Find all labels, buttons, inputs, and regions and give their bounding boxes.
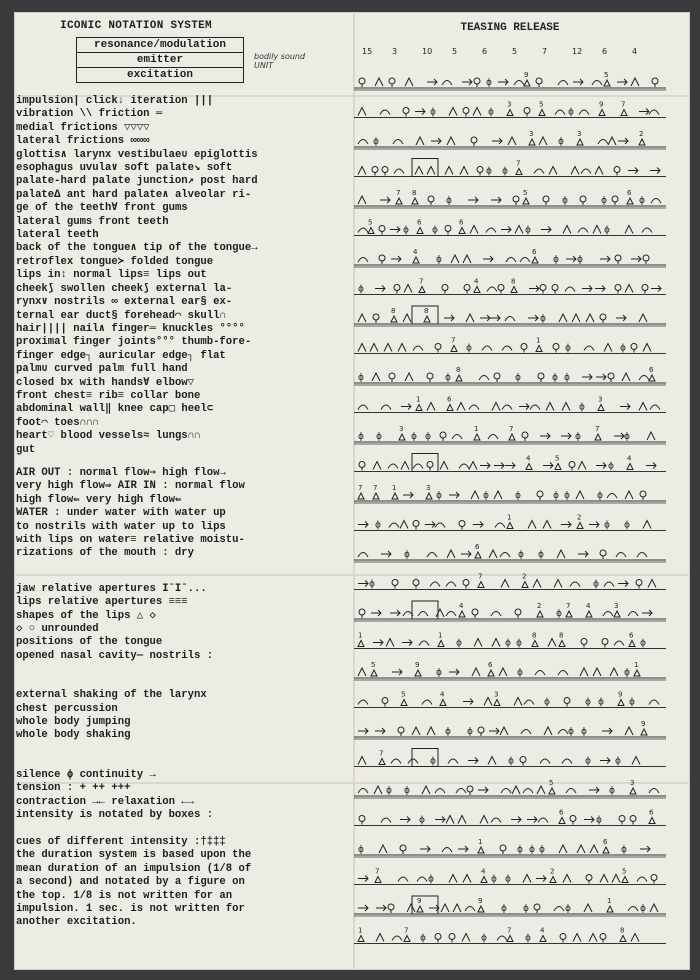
svg-text:ϕ: ϕ (624, 668, 630, 678)
emitter-line: vibration \\ friction ═ (16, 108, 163, 121)
svg-text:ϕ: ϕ (577, 255, 583, 265)
svg-text:ϕ: ϕ (403, 225, 409, 236)
svg-text:3: 3 (399, 425, 404, 433)
svg-text:8: 8 (424, 307, 429, 315)
shaking-list (16, 689, 316, 743)
svg-text:ϕ: ϕ (581, 727, 587, 737)
modulation-line: jaw relative apertures IˉIˉ... (16, 582, 207, 595)
svg-text:ϕ: ϕ (404, 550, 410, 560)
svg-text:4: 4 (526, 454, 531, 463)
svg-text:ϕ: ϕ (466, 343, 472, 354)
svg-text:ϕ: ϕ (596, 815, 602, 826)
box-resonance: resonance/modulation (76, 37, 244, 53)
score-row (354, 130, 666, 149)
svg-text:ϕ: ϕ (579, 402, 585, 413)
svg-text:ϕ: ϕ (445, 727, 451, 737)
svg-text:ϕ: ϕ (432, 225, 438, 236)
svg-text:ϕ: ϕ (517, 668, 523, 678)
score-row (354, 484, 666, 503)
score-row (354, 543, 666, 562)
svg-text:ϕ: ϕ (515, 491, 521, 501)
emitter-line: impulsion| click↓ iteration ||| (16, 95, 214, 107)
duration-number: 12 (572, 47, 583, 56)
svg-text:ϕ: ϕ (639, 196, 645, 206)
emitter-line: lips in↕ normal lips≡ lips out (16, 269, 207, 282)
emitter-line: foot⌒ toes∩∩∩ (16, 416, 99, 429)
svg-text:ϕ: ϕ (518, 550, 524, 560)
svg-text:4: 4 (481, 867, 486, 876)
svg-text:7: 7 (509, 425, 514, 433)
svg-text:7: 7 (621, 100, 626, 109)
svg-text:8: 8 (620, 926, 625, 935)
emitter-line: lateral frictions ∞∞∞ (16, 135, 150, 148)
svg-text:3: 3 (426, 484, 431, 492)
emitter-line: finger edge┐ auricular edge┐ flat (16, 349, 226, 362)
svg-text:8: 8 (511, 277, 516, 286)
system-line: tension : + ++ +++ (16, 782, 131, 795)
box-emitter: emitter (76, 52, 244, 68)
svg-text:8: 8 (559, 631, 564, 640)
svg-text:ϕ: ϕ (585, 697, 591, 708)
svg-text:3: 3 (630, 779, 635, 787)
svg-text:1: 1 (358, 926, 363, 935)
emitter-line: back of the tongue∧ tip of the tongue→ (16, 242, 258, 255)
score-row (354, 71, 666, 90)
score-row (354, 366, 666, 385)
notation-key-column (16, 20, 316, 930)
emitter-line: closed bx with hands∀ elbow▽ (16, 376, 195, 389)
score-row (354, 720, 666, 739)
svg-text:3: 3 (598, 395, 603, 404)
svg-text:ϕ: ϕ (562, 196, 568, 206)
svg-text:6: 6 (629, 631, 634, 640)
svg-text:ϕ: ϕ (488, 107, 494, 118)
score-row (354, 632, 666, 649)
svg-text:6: 6 (559, 808, 564, 817)
modulation-line: shapes of the lips △ ◇ (16, 609, 156, 622)
svg-text:8: 8 (532, 631, 537, 640)
duration-number: 5 (512, 47, 518, 56)
score-row (354, 573, 666, 590)
emitter-line: medial frictions ▽▽▽▽ (16, 121, 150, 134)
shaking-line: whole body shaking (16, 729, 131, 742)
emitter-line: lateral teeth (16, 229, 99, 242)
svg-text:5: 5 (539, 100, 544, 109)
emitter-line: heart♡ blood vessels≈ lungs∩∩ (16, 430, 201, 443)
svg-text:ϕ: ϕ (640, 638, 646, 649)
svg-text:9: 9 (599, 100, 604, 109)
svg-text:ϕ: ϕ (558, 137, 564, 147)
svg-text:ϕ: ϕ (624, 520, 630, 531)
handwritten-note: bodily sound UNIT (254, 52, 306, 70)
score-row (354, 189, 666, 208)
box-excitation: excitation (76, 67, 244, 83)
svg-text:ϕ: ϕ (483, 491, 489, 501)
svg-text:ϕ: ϕ (428, 874, 434, 885)
score-row (354, 896, 666, 916)
score-row (354, 278, 666, 295)
svg-text:4: 4 (586, 602, 591, 610)
svg-text:ϕ: ϕ (430, 756, 436, 767)
handwritten-score (352, 44, 672, 956)
svg-text:ϕ: ϕ (420, 933, 426, 944)
svg-text:ϕ: ϕ (593, 579, 599, 590)
svg-text:ϕ: ϕ (609, 786, 615, 796)
svg-text:7: 7 (516, 159, 521, 168)
svg-text:ϕ: ϕ (565, 904, 571, 914)
svg-text:7: 7 (478, 572, 483, 581)
svg-text:5: 5 (555, 454, 560, 463)
svg-text:5: 5 (371, 661, 376, 669)
score-row (354, 425, 666, 444)
emitter-list (16, 95, 316, 457)
system-line: impulsion. 1 sec. is not written for (16, 902, 245, 915)
svg-text:2: 2 (522, 572, 527, 581)
svg-text:ϕ: ϕ (501, 904, 507, 914)
system-line: the duration system is based upon the (16, 849, 252, 862)
svg-text:ϕ: ϕ (568, 107, 574, 118)
notation-title: ICONIC NOTATION SYSTEM (60, 20, 212, 32)
svg-text:6: 6 (603, 838, 608, 846)
svg-text:ϕ: ϕ (568, 727, 574, 737)
svg-text:9: 9 (417, 897, 422, 905)
svg-text:ϕ: ϕ (604, 225, 610, 236)
svg-text:ϕ: ϕ (529, 845, 535, 855)
svg-text:ϕ: ϕ (585, 756, 591, 767)
svg-text:ϕ: ϕ (553, 491, 559, 501)
svg-text:ϕ: ϕ (552, 373, 558, 383)
svg-text:5: 5 (401, 690, 406, 699)
modulation-line: opened nasal cavity— nostrils : (16, 649, 214, 662)
svg-text:ϕ: ϕ (540, 314, 546, 324)
svg-text:8: 8 (456, 366, 461, 374)
score-row (354, 868, 666, 885)
svg-text:9: 9 (641, 720, 646, 728)
svg-text:ϕ: ϕ (525, 225, 531, 236)
svg-text:6: 6 (447, 395, 452, 404)
svg-text:ϕ: ϕ (508, 756, 514, 767)
svg-text:ϕ: ϕ (358, 373, 364, 383)
score-column (352, 22, 668, 34)
score-row (354, 159, 666, 177)
excitation-line: with lips on water≡ relative moistu- (16, 534, 245, 546)
svg-text:ϕ: ϕ (436, 668, 442, 678)
system-line: cues of different intensity :†‡‡‡ (16, 835, 226, 848)
duration-number: 6 (482, 47, 488, 56)
svg-text:7: 7 (396, 189, 401, 197)
svg-text:ϕ: ϕ (544, 697, 550, 708)
score-row (354, 101, 666, 118)
svg-text:2: 2 (577, 513, 582, 522)
svg-text:5: 5 (604, 71, 609, 79)
svg-text:6: 6 (649, 808, 654, 817)
svg-text:1: 1 (358, 631, 363, 640)
emitter-line: ge of the teeth∀ front gums (16, 202, 188, 215)
system-line: silence ϕ continuity → (16, 768, 156, 781)
svg-text:9: 9 (478, 897, 483, 905)
svg-text:ϕ: ϕ (553, 255, 559, 265)
svg-text:ϕ: ϕ (481, 933, 487, 944)
svg-text:ϕ: ϕ (436, 255, 442, 265)
svg-text:6: 6 (475, 543, 480, 551)
svg-text:5: 5 (368, 218, 373, 227)
svg-text:8: 8 (412, 189, 417, 197)
svg-text:ϕ: ϕ (564, 373, 570, 383)
svg-text:8: 8 (391, 307, 396, 315)
svg-text:4: 4 (627, 454, 632, 463)
score-row (354, 219, 666, 236)
excitation-line: to nostrils with water up to lips (16, 520, 226, 533)
svg-text:1: 1 (474, 425, 479, 433)
svg-text:7: 7 (404, 926, 409, 935)
excitation-line: AIR OUT : normal flow⇒ high flow→ (16, 466, 226, 479)
svg-text:ϕ: ϕ (376, 432, 382, 442)
svg-text:ϕ: ϕ (358, 432, 364, 442)
emitter-line: abdominal wall‖ knee cap▢ heel⊂ (16, 403, 214, 416)
svg-text:ϕ: ϕ (373, 137, 379, 147)
modulation-line: positions of the tongue (16, 636, 163, 649)
svg-text:ϕ: ϕ (358, 284, 364, 295)
svg-text:6: 6 (459, 218, 464, 227)
svg-text:ϕ: ϕ (445, 373, 451, 383)
excitation-line: very high flow⇛ AIR IN : normal flow (16, 480, 245, 493)
svg-text:ϕ: ϕ (425, 432, 431, 442)
svg-text:ϕ: ϕ (564, 491, 570, 501)
svg-text:ϕ: ϕ (556, 609, 562, 619)
svg-text:9: 9 (618, 690, 623, 699)
svg-text:ϕ: ϕ (404, 786, 410, 796)
svg-text:ϕ: ϕ (386, 786, 392, 796)
svg-text:ϕ: ϕ (505, 638, 511, 649)
svg-text:1: 1 (478, 838, 483, 846)
svg-text:6: 6 (649, 366, 654, 374)
emitter-line: palateΔ ant hard palate∧ alveolar ri- (16, 188, 252, 201)
emitter-line: gut (16, 443, 36, 456)
emitter-line: glottis∧ larynx vestibulae∪ epiglottis (16, 148, 258, 161)
svg-text:6: 6 (488, 661, 493, 669)
system-line: mean duration of an impulsion (1/8 of (16, 862, 252, 875)
svg-text:1: 1 (438, 631, 443, 640)
svg-text:1: 1 (536, 336, 541, 345)
svg-text:ϕ: ϕ (565, 343, 571, 354)
svg-text:3: 3 (614, 602, 619, 610)
svg-text:ϕ: ϕ (621, 845, 627, 855)
svg-text:7: 7 (375, 867, 380, 876)
score-row (354, 601, 666, 621)
svg-text:ϕ: ϕ (604, 520, 610, 531)
system-line: another excitation. (16, 916, 137, 929)
svg-text:5: 5 (622, 867, 627, 876)
emitter-line: hair|||| nail∧ finger═ knuckles °°°° (16, 322, 245, 335)
score-row (354, 514, 666, 531)
svg-text:ϕ: ϕ (467, 727, 473, 737)
emitter-line: esophagus uvula∨ soft palate↘ soft (16, 162, 233, 175)
svg-text:4: 4 (459, 602, 464, 610)
svg-text:6: 6 (627, 189, 632, 197)
svg-text:ϕ: ϕ (624, 432, 630, 442)
shaking-line: whole body jumping (16, 716, 131, 729)
system-line: intensity is notated by boxes : (16, 809, 214, 822)
svg-text:ϕ: ϕ (446, 196, 452, 206)
svg-text:7: 7 (451, 336, 456, 345)
modulation-line: ◇ ○ unrounded (16, 623, 99, 636)
system-line: the top. 1/8 is not written for an (16, 889, 233, 902)
svg-text:ϕ: ϕ (615, 756, 621, 767)
svg-text:ϕ: ϕ (411, 432, 417, 442)
svg-text:1: 1 (392, 484, 397, 492)
system-line: a second) and notated by a figure on (16, 876, 245, 889)
svg-text:1: 1 (634, 661, 639, 669)
svg-text:ϕ: ϕ (629, 697, 635, 708)
svg-text:ϕ: ϕ (456, 638, 462, 649)
svg-text:9: 9 (524, 71, 529, 79)
svg-text:3: 3 (577, 130, 582, 138)
emitter-line: lateral gums front teeth (16, 215, 169, 228)
emitter-line: palm∪ curved palm full hand (16, 363, 188, 376)
score-title: TEASING RELEASE (460, 22, 560, 34)
shaking-line: chest percussion (16, 702, 118, 715)
svg-text:4: 4 (474, 277, 479, 286)
svg-text:ϕ: ϕ (523, 904, 529, 914)
svg-text:ϕ: ϕ (369, 579, 375, 590)
svg-text:ϕ: ϕ (419, 815, 425, 826)
score-row (354, 691, 666, 708)
duration-number: 5 (452, 47, 458, 56)
score-row (354, 396, 666, 413)
modulation-list (16, 583, 316, 663)
emitter-line: retroflex tongue≻ folded tongue (16, 255, 214, 268)
system-line (16, 823, 316, 836)
excitation-line: WATER : under water with water up (16, 507, 226, 520)
svg-text:ϕ: ϕ (516, 638, 522, 649)
svg-text:ϕ: ϕ (601, 196, 607, 206)
svg-text:5: 5 (523, 189, 528, 197)
score-row (354, 337, 666, 354)
svg-text:ϕ: ϕ (502, 166, 508, 177)
svg-text:7: 7 (566, 602, 571, 610)
duration-number: 7 (542, 47, 548, 56)
svg-text:ϕ: ϕ (515, 373, 521, 383)
svg-text:ϕ: ϕ (358, 845, 364, 855)
svg-text:6: 6 (417, 218, 422, 227)
score-row (354, 661, 666, 680)
svg-text:7: 7 (595, 425, 600, 433)
score-row (354, 306, 666, 326)
score-row (354, 779, 666, 798)
svg-text:ϕ: ϕ (375, 520, 381, 531)
svg-text:2: 2 (550, 867, 555, 876)
svg-text:7: 7 (419, 277, 424, 286)
svg-text:ϕ: ϕ (430, 107, 436, 118)
svg-text:1: 1 (607, 897, 612, 905)
svg-text:9: 9 (415, 661, 420, 669)
svg-text:3: 3 (494, 690, 499, 699)
score-row (354, 248, 666, 267)
svg-text:ϕ: ϕ (620, 343, 626, 354)
svg-text:ϕ: ϕ (539, 845, 545, 855)
svg-text:2: 2 (537, 602, 542, 610)
svg-text:ϕ: ϕ (491, 874, 497, 885)
svg-text:ϕ: ϕ (486, 166, 492, 177)
svg-text:7: 7 (358, 484, 363, 492)
emitter-line: front chest≡ rib≡ collar bone (16, 389, 201, 402)
duration-number: 6 (602, 47, 608, 56)
emitter-line: rynx∨ nostrils ∞ external ear§ ex- (16, 296, 233, 309)
emitter-line: proximal finger joints°°° thumb-fore- (16, 336, 252, 349)
score-row (354, 927, 666, 944)
system-notes (16, 769, 316, 930)
svg-text:7: 7 (373, 484, 378, 492)
system-line: contraction →← relaxation ←→ (16, 795, 195, 808)
svg-text:ϕ: ϕ (597, 491, 603, 501)
score-row (354, 749, 666, 767)
svg-text:4: 4 (540, 926, 545, 935)
svg-text:ϕ: ϕ (538, 550, 544, 560)
modulation-line: lips relative apertures ≡≡≡ (16, 596, 188, 609)
score-row (354, 809, 666, 826)
emitter-line: cheek⟆ swollen cheek⟆ external la- (16, 282, 233, 295)
svg-text:ϕ: ϕ (525, 933, 531, 944)
emitter-line: ternal ear duct§ forehead⌒ skull∩ (16, 309, 226, 322)
excitation-line: high flow⇚ very high flow⇚ (16, 493, 182, 506)
duration-number: 10 (422, 47, 433, 56)
svg-text:5: 5 (549, 779, 554, 787)
shaking-line: external shaking of the larynx (16, 689, 207, 702)
svg-text:2: 2 (639, 130, 644, 138)
excitation-list (16, 467, 316, 561)
svg-text:7: 7 (379, 749, 384, 758)
svg-text:1: 1 (507, 513, 512, 522)
svg-text:3: 3 (529, 130, 534, 138)
duration-number: 4 (632, 47, 638, 56)
svg-text:4: 4 (440, 690, 445, 699)
svg-text:3: 3 (507, 100, 512, 109)
svg-text:ϕ: ϕ (436, 491, 442, 501)
unit-boxes (76, 37, 244, 83)
svg-text:ϕ: ϕ (598, 697, 604, 708)
duration-number: 3 (392, 47, 398, 56)
svg-text:4: 4 (413, 248, 418, 256)
score-row (354, 454, 666, 472)
emitter-line: palate-hard palate junction↗ post hard (16, 175, 258, 188)
svg-text:7: 7 (507, 926, 512, 935)
svg-text:ϕ: ϕ (608, 461, 614, 472)
svg-text:ϕ: ϕ (517, 845, 523, 855)
svg-text:6: 6 (532, 248, 537, 256)
excitation-line: rizations of the mouth : dry (16, 547, 195, 560)
duration-number: 15 (362, 47, 373, 56)
svg-text:ϕ: ϕ (505, 874, 511, 885)
svg-text:ϕ: ϕ (640, 904, 646, 914)
svg-text:ϕ: ϕ (575, 432, 581, 442)
score-row (354, 838, 666, 857)
svg-text:ϕ: ϕ (486, 78, 492, 88)
svg-text:1: 1 (416, 395, 421, 404)
